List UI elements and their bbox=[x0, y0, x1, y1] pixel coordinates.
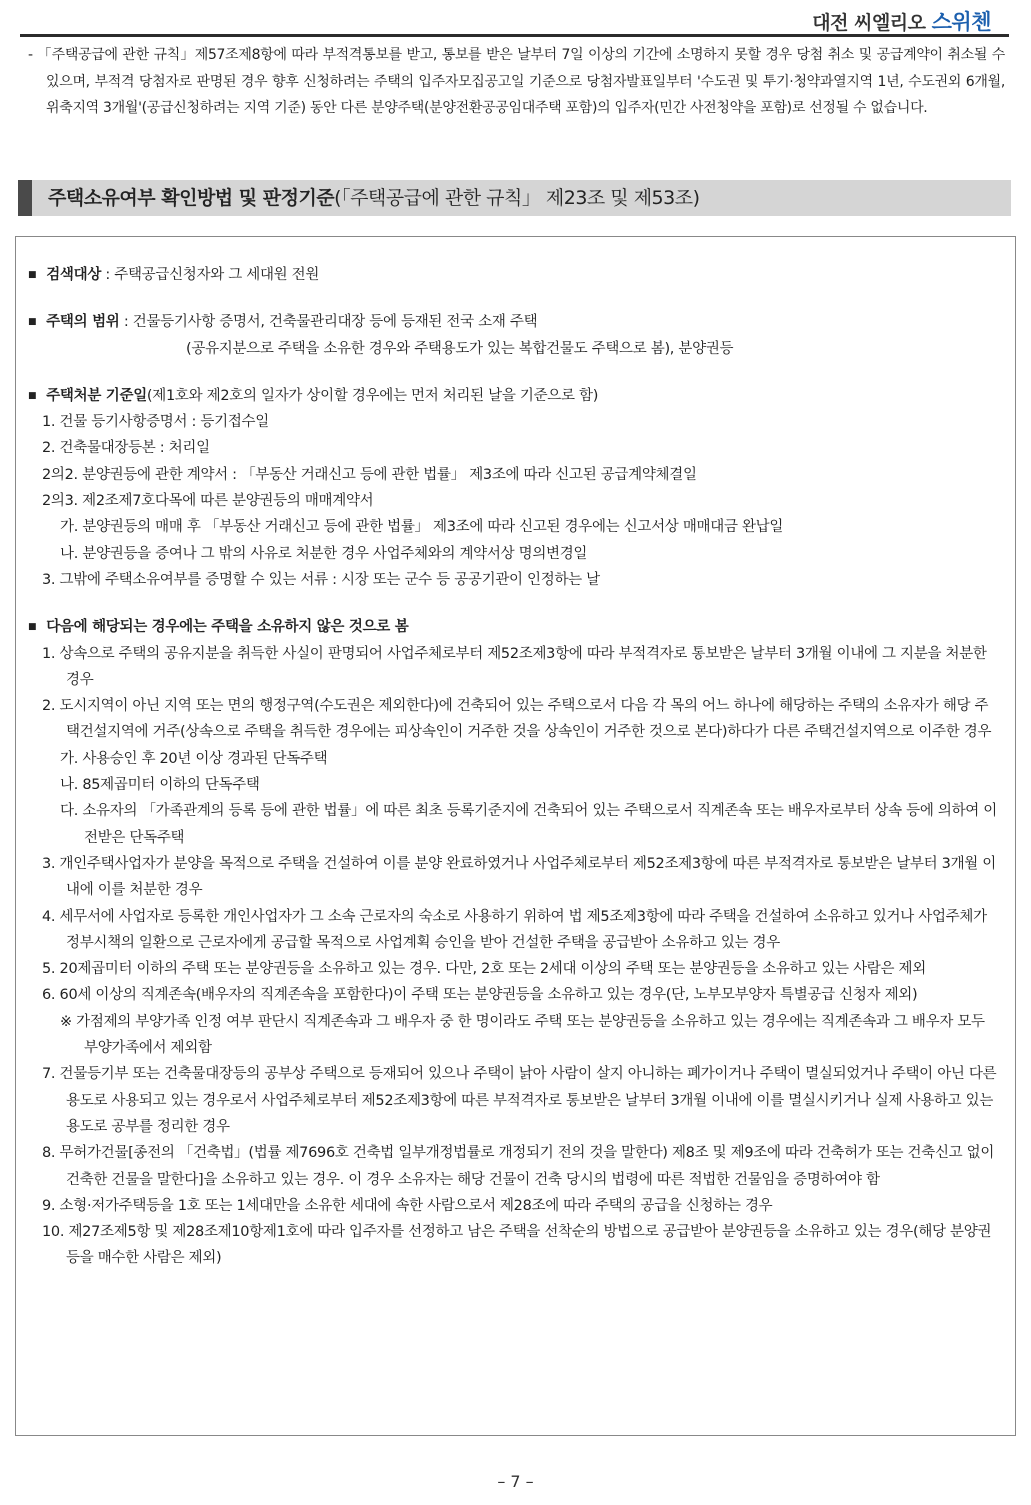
exempt-item-3: 3. 개인주택사업자가 분양을 목적으로 주택을 건설하여 이를 분양 완료하였거나 사업주체로부터 제52조제3항에 따른 부적격자로 통보받은 날부터 3개월 이내에 이를 처분한 경우 bbox=[42, 855, 997, 899]
brand-prefix: 대전 씨엘리오 bbox=[812, 12, 932, 34]
disposal-item: 2의2. 분양권등에 관한 계약서 : 「부동산 거래신고 등에 관한 법률」 제3조에 따라 신고된 공급계약체결일 bbox=[42, 466, 697, 483]
exempt-item-2a: 가. 사용승인 후 20년 이상 경과된 단독주택 bbox=[60, 750, 328, 767]
section-title-rest: (「주택공급에 관한 규칙」 제23조 및 제53조) bbox=[334, 187, 700, 209]
exempt-item-10: 10. 제27조제5항 및 제28조제10항제1호에 따라 입주자를 선정하고 남은 주택을 선착순의 방법으로 공급받아 분양권등을 소유하고 있는 경우(해당 분양권등을 매수한 사람은 제외) bbox=[42, 1224, 992, 1267]
brand-logo bbox=[812, 6, 991, 36]
disposal-sub-item: 가. 분양권등의 매매 후 「부동산 거래신고 등에 관한 법률」 제3조에 따라 신고된 경우에는 신고서상 매매대금 완납일 bbox=[60, 519, 784, 536]
exempt-item-9: 9. 소형·저가주택등을 1호 또는 1세대만을 소유한 세대에 속한 사람으로서 제28조에 따라 주택의 공급을 신청하는 경우 bbox=[42, 1197, 773, 1214]
top-rule bbox=[20, 34, 1009, 37]
section-title bbox=[18, 180, 1011, 216]
disposal-item: 2. 건축물대장등본 : 처리일 bbox=[42, 440, 210, 457]
exempt-item-8: 8. 무허가건물[종전의 「건축법」(법률 제7696호 건축법 일부개정법률로 개정되기 전의 것을 말한다) 제8조 및 제9조에 따라 건축허가 또는 건축신고 없이 건축한 건물을 말한다]을 소유하고 있는 경우. 이 경우 소유자는 해당 건물이 건축 당시의 법령에 따른 적법한 건물임을 증명하여야 함 bbox=[42, 1145, 995, 1188]
exempt-item-2c: 다. 소유자의 「가족관계의 등록 등에 관한 법률」에 따른 최초 등록기준지에 건축되어 있는 주택으로서 직계존속 또는 배우자로부터 상속 등에 의하여 이전받은 단독주택 bbox=[60, 803, 997, 846]
disposal-sub-item: 나. 분양권등을 증여나 그 밖의 사유로 처분한 경우 사업주체와의 계약서상 명의변경일 bbox=[60, 545, 588, 562]
disposal-item: 1. 건물 등기사항증명서 : 등기접수일 bbox=[42, 414, 269, 431]
exempt-item-2b: 나. 85제곱미터 이하의 단독주택 bbox=[60, 777, 260, 794]
exempt-item-1: 1. 상속으로 주택의 공유지분을 취득한 사실이 판명되어 사업주체로부터 제52조제3항에 따라 부적격자로 통보받은 날부터 3개월 이내에 그 지분을 처분한 경우 bbox=[42, 645, 987, 688]
disposal-text: (제1호와 제2호의 일자가 상이할 경우에는 먼저 처리된 날을 기준으로 함) bbox=[146, 387, 599, 404]
scope-sub: (공유지분으로 주택을 소유한 경우와 주택용도가 있는 복합건물도 주택으로 봄), 분양권등 bbox=[186, 340, 734, 357]
section-title-bold: 주택소유여부 확인방법 및 판정기준 bbox=[48, 187, 335, 209]
scope-text: : 건물등기사항 증명서, 건축물관리대장 등에 등재된 전국 소재 주택 bbox=[119, 314, 538, 331]
exempt-item-5: 5. 20제곱미터 이하의 주택 또는 분양권등을 소유하고 있는 경우. 다만, 2호 또는 2세대 이상의 주택 또는 분양권등을 소유하고 있는 사람은 제외 bbox=[42, 961, 926, 978]
disposal-label: ■ 주택처분 기준일 bbox=[28, 388, 147, 404]
page-number: – 7 – bbox=[497, 1472, 534, 1491]
search-text: : 주택공급신청자와 그 세대원 전원 bbox=[101, 267, 320, 283]
intro-text: - 「주택공급에 관한 규칙」제57조제8항에 따라 부적격통보를 받고, 통보를 받은 날부터 7일 이상의 기간에 소명하지 못할 경우 당첨 취소 및 공급계약이 취소될 수 있으며, 부적격 당첨자로 판명된 경우 향후 신청하려는 주택의 입주자모집공고일 기준으로 당첨자발표일부터 '수도권 및 투기·청약과열지역 1년, 수도권외 6개월, 위축지역 3개월'(공급신청하려는 지역 기준) 동안 다른 분양주택(분양전환공공임대주택 포함)의 입주자(민간 사전청약을 포함)로 선정될 수 없습니다. bbox=[28, 47, 1005, 116]
scope-label: ■ 주택의 범위 bbox=[28, 314, 120, 330]
exempt-item-6-note: ※ 가점제의 부양가족 인정 여부 판단시 직계존속과 그 배우자 중 한 명이라도 주택 또는 분양권등을 소유하고 있는 경우에는 직계존속과 그 배우자 모두 부양가족에서 제외함 bbox=[60, 1013, 985, 1057]
intro-paragraph bbox=[28, 42, 1005, 122]
brand-accent: 스위첸 bbox=[931, 10, 991, 34]
search-label: ■ 검색대상 bbox=[28, 267, 101, 283]
exempt-label: ■ 다음에 해당되는 경우에는 주택을 소유하지 않은 것으로 봄 bbox=[28, 619, 408, 635]
exempt-item-7: 7. 건물등기부 또는 건축물대장등의 공부상 주택으로 등재되어 있으나 주택이 낡아 사람이 살지 아니하는 폐가이거나 주택이 멸실되었거나 주택이 아닌 다른 용도로 사용되고 있는 경우로서 사업주체로부터 제52조제3항에 따른 부적격자로 통보받은 날부터 3개월 이내에 이를 멸실시키거나 실제 사용하고 있는 용도로 공부를 정리한 경우 bbox=[42, 1066, 997, 1135]
disposal-item: 2의3. 제2조제7호다목에 따른 분양권등의 매매계약서 bbox=[42, 493, 374, 510]
disposal-item: 3. 그밖에 주택소유여부를 증명할 수 있는 서류 : 시장 또는 군수 등 공공기관이 인정하는 날 bbox=[42, 571, 600, 588]
content-body bbox=[28, 262, 997, 1272]
exempt-item-6: 6. 60세 이상의 직계존속(배우자의 직계존속을 포함한다)이 주택 또는 분양권등을 소유하고 있는 경우(단, 노부모부양자 특별공급 신청자 제외) bbox=[42, 987, 918, 1004]
exempt-item-2: 2. 도시지역이 아닌 지역 또는 면의 행정구역(수도권은 제외한다)에 건축되어 있는 주택으로서 다음 각 목의 어느 하나에 해당하는 주택의 소유자가 해당 주택건설지역에 거주(상속으로 주택을 취득한 경우에는 피상속인이 거주한 것을 상속인이 거주한 것으로 본다)하다가 다른 주택건설지역으로 이주한 경우 bbox=[42, 698, 992, 741]
exempt-item-4: 4. 세무서에 사업자로 등록한 개인사업자가 그 소속 근로자의 숙소로 사용하기 위하여 법 제5조제3항에 따라 주택을 건설하여 소유하고 있거나 사업주체가 정부시책의 일환으로 근로자에게 공급할 목적으로 사업계획 승인을 받아 건설한 주택을 공급받아 소유하고 있는 경우 bbox=[42, 908, 987, 951]
